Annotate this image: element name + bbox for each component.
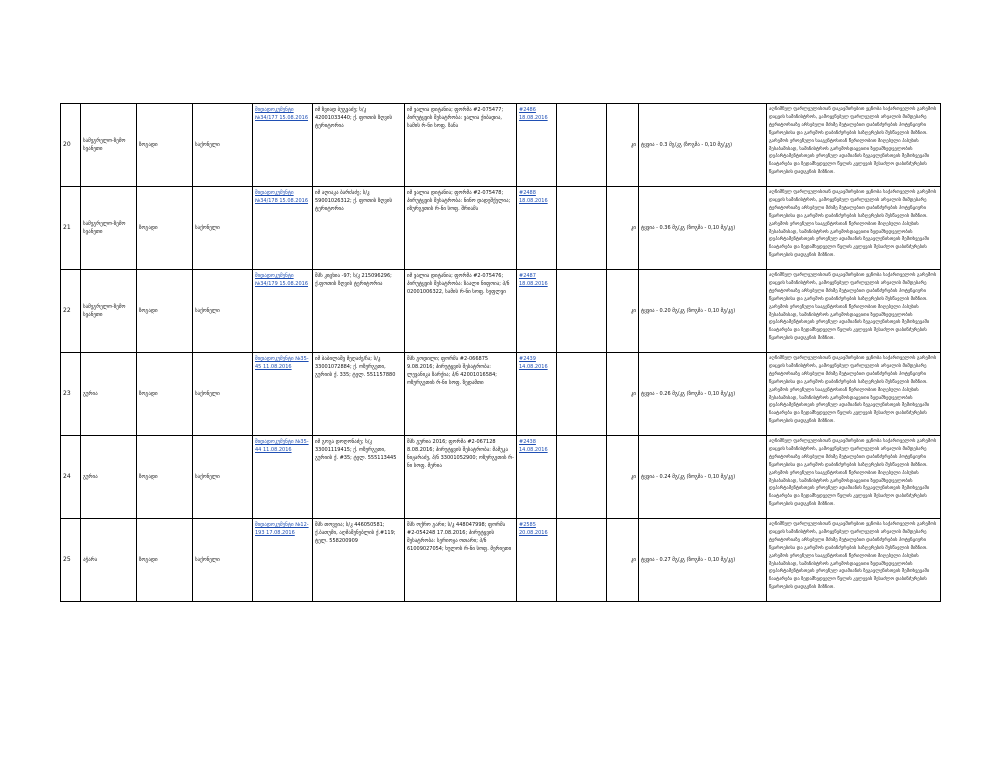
description-cell: აღნიშნულ ფარლეულისთან დაკავშირებით ეცნობა საქართველოს გარემოს დაცვის სამინისტროს, გამოყენებულ ფარლეულის არეალის მიმდებარე ტერიტორიაზე არსებული მძიმე მეტალებით დაბინძურების პოტენციური წყაროებისა და გარემოს დაბინძურების საზღვრების შესწავლის მიზნით. გარემოს ეროვნული სააგენტოსთან წერილობით მიღებული პასუხის შესაბამისად, სამინისტროს გარემოსდაცვითი ზედამხედველობის დეპარტამენტისთვის ეროვნულ ადამიანის ზეგავლენისთვის შემთხვევაში ჩაატარება და ზედამხედველო წვლის კვლევის შესაძლო დაბინძურების წყაროების დადგენის მიზნით.	[767, 436, 941, 519]
decision-cell	[517, 519, 557, 602]
inspection-type-cell: ზოგადი	[137, 104, 193, 187]
category-cell: საქონელი	[193, 104, 253, 187]
result-cell: კი	[607, 187, 639, 270]
description-cell: აღნიშნულ ფარლეულისთან დაკავშირებით ეცნობა საქართველოს გარემოს დაცვის სამინისტროს, გამოყენებულ ფარლეულის არეალის მიმდებარე ტერიტორიაზე არსებული მძიმე მეტალებით დაბინძურების პოტენციური წყაროებისა და გარემოს დაბინძურების საზღვრების შესწავლის მიზნით. გარემოს ეროვნული სააგენტოსთან წერილობით მიღებული პასუხის შესაბამისად, სამინისტროს გარემოსდაცვითი ზედამხედველობის დეპარტამენტისთვის ეროვნულ ადამიანის ზეგავლენისთვის შემთხვევაში ჩაატარება და ზედამხედველო წვლის კვლევის შესაძლო დაბინძურების წყაროების დადგენის მიზნით.	[767, 270, 941, 353]
permit-link[interactable]: შიდადოკუმენტი №34/179 15.08.2016	[255, 273, 309, 287]
empty-cell	[557, 104, 607, 187]
permit-cell	[253, 270, 313, 353]
decision-link[interactable]: #2487 18.08.2016	[519, 273, 548, 287]
location-cell: შპს გურია 2016; ფორმა #2-067128 8.08.2016; პირუტყვის შესატრობა: მამუკა ნიჟარაძე, პ/ნ 33001052900; ოზურგეთის რ-ნი სოფ. მერია	[405, 436, 517, 519]
permit-cell	[253, 187, 313, 270]
decision-cell	[517, 436, 557, 519]
permit-link[interactable]: შიდადოკუმენტი №12-193 17.08.2016	[255, 522, 309, 536]
category-cell: საქონელი	[193, 353, 253, 436]
description-cell: აღნიშნულ ფარლეულისთან დაკავშირებით ეცნობა საქართველოს გარემოს დაცვის სამინისტროს, გამოყენებულ ფარლეულის არეალის მიმდებარე ტერიტორიაზე არსებული მძიმე მეტალებით დაბინძურების პოტენციური წყაროებისა და გარემოს დაბინძურების საზღვრების შესწავლის მიზნით. გარემოს ეროვნული სააგენტოსთან წერილობით მიღებული პასუხის შესაბამისად, სამინისტროს გარემოსდაცვითი ზედამხედველობის დეპარტამენტისთვის ეროვნულ ადამიანის ზეგავლენისთვის შემთხვევაში ჩაატარება და ზედამხედველო წვლის კვლევის შესაძლო დაბინძურების წყაროების დადგენის მიზნით.	[767, 187, 941, 270]
region-cell: გურია	[81, 436, 137, 519]
permit-cell	[253, 353, 313, 436]
decision-cell	[517, 353, 557, 436]
description-cell: აღნიშნულ ფარლეულისთან დაკავშირებით ეცნობა საქართველოს გარემოს დაცვის სამინისტროს, გამოყენებულ ფარლეულის არეალის მიმდებარე ტერიტორიაზე არსებული მძიმე მეტალებით დაბინძურების პოტენციური წყაროებისა და გარემოს დაბინძურების საზღვრების შესწავლის მიზნით. გარემოს ეროვნული სააგენტოსთან წერილობით მიღებული პასუხის შესაბამისად, სამინისტროს გარემოსდაცვითი ზედამხედველობის დეპარტამენტისთვის ეროვნულ ადამიანის ზეგავლენისთვის შემთხვევაში ჩაატარება და ზედამხედველო წვლის კვლევის შესაძლო დაბინძურების წყაროების დადგენის მიზნით.	[767, 353, 941, 436]
decision-link[interactable]: #2438 14.08.2016	[519, 439, 548, 453]
table-body	[61, 104, 941, 602]
row-number: 24	[61, 436, 81, 519]
inspection-type-cell: ზოგადი	[137, 353, 193, 436]
location-cell: შპს ოქრო გარი; ს/კ 448047998; ფორმა #2-054248 17.08.2016; პირუტყვის შესატრობა: სერიოჟა ოთარი; პ/ნ 61009027054; ხულოს რ-ნი სოფ. მერიეთი	[405, 519, 517, 602]
result-cell: კი	[607, 104, 639, 187]
region-cell: სამეგრელო-ზემო სვანეთი	[81, 187, 137, 270]
permit-cell	[253, 436, 313, 519]
owner-cell: იმ გოგა დოღონაძე; ს/კ 33001119415; ქ. ოზურგეთი, გურიის ქ. #35; ტელ. 555113445	[313, 436, 405, 519]
owner-cell: შპს კიცხია -97; ს/კ 215096296; ქ.ფოთის ზღვის ტერიტორია	[313, 270, 405, 353]
owner-cell: შპს თოვეია; ს/კ 446050581; ქ.ბათუმი, აღმაშენებლის ქ.#119; ტელ. 558200909	[313, 519, 405, 602]
result-cell: კი	[607, 270, 639, 353]
region-cell: სამეგრელო-ზემო სვანეთი	[81, 104, 137, 187]
decision-cell	[517, 270, 557, 353]
location-cell: შპს გოდილი; ფორმა #2-066875 9.08.2016; პირუტყვის შესატრობა: ლევანიკა ზარქია; პ/ნ 42001016584; ოზურგეთის რ-ნი სოფ. ზედამთი	[405, 353, 517, 436]
description-cell: აღნიშნულ ფარლეულისთან დაკავშირებით ეცნობა საქართველოს გარემოს დაცვის სამინისტროს, გამოყენებულ ფარლეულის არეალის მიმდებარე ტერიტორიაზე არსებული მძიმე მეტალებით დაბინძურების პოტენციური წყაროებისა და გარემოს დაბინძურების საზღვრების შესწავლის მიზნით. გარემოს ეროვნული სააგენტოსთან წერილობით მიღებული პასუხის შესაბამისად, სამინისტროს გარემოსდაცვითი ზედამხედველობის დეპარტამენტისთვის ეროვნულ ადამიანის ზეგავლენისთვის შემთხვევაში ჩაატარება და ზედამხედველო წვლის კვლევის შესაძლო დაბინძურების წყაროების დადგენის მიზნით.	[767, 104, 941, 187]
decision-link[interactable]: #2585 20.08.2016	[519, 522, 548, 536]
region-cell: გურია	[81, 353, 137, 436]
category-cell: საქონელი	[193, 187, 253, 270]
result-cell: კი	[607, 353, 639, 436]
empty-cell	[557, 187, 607, 270]
owner-cell: იმ ზვიად ბუგვაძე; ს/კ 42001033440; ქ. ფოთის ზღვის ტერიტორია	[313, 104, 405, 187]
result-cell: კი	[607, 519, 639, 602]
table-row	[61, 519, 941, 602]
decision-link[interactable]: #2486 18.08.2016	[519, 107, 548, 121]
permit-link[interactable]: შიდადოკუმენტი №34/178 15.08.2016	[255, 190, 309, 204]
category-cell: საქონელი	[193, 270, 253, 353]
description-cell: აღნიშნულ ფარლეულისთან დაკავშირებით ეცნობა საქართველოს გარემოს დაცვის სამინისტროს, გამოყენებულ ფარლეულის არეალის მიმდებარე ტერიტორიაზე არსებული მძიმე მეტალებით დაბინძურების პოტენციური წყაროებისა და გარემოს დაბინძურების საზღვრების შესწავლის მიზნით. გარემოს ეროვნული სააგენტოსთან წერილობით მიღებული პასუხის შესაბამისად, სამინისტროს გარემოსდაცვითი ზედამხედველობის დეპარტამენტისთვის ეროვნულ ადამიანის ზეგავლენისთვის შემთხვევაში ჩაატარება და ზედამხედველო წვლის კვლევის შესაძლო დაბინძურების წყაროების დადგენის მიზნით.	[767, 519, 941, 602]
owner-cell: იმ აღიაკა ბარძაძე; ს/კ 59001026312; ქ. ფოთის ზღვის ტერიტორია	[313, 187, 405, 270]
row-number: 20	[61, 104, 81, 187]
decision-cell	[517, 187, 557, 270]
inspection-type-cell: ზოგადი	[137, 519, 193, 602]
inspection-type-cell: ზოგადი	[137, 187, 193, 270]
row-number: 21	[61, 187, 81, 270]
table-row	[61, 436, 941, 519]
decision-cell	[517, 104, 557, 187]
row-number: 25	[61, 519, 81, 602]
permit-cell	[253, 104, 313, 187]
permit-link[interactable]: შიდადოკუმენტი №34/177 15.08.2016	[255, 107, 309, 121]
table-row	[61, 353, 941, 436]
limit-cell: ტყვია - 0.24 მგ/კგ (ზოგმა - 0,10 მგ/კგ)	[639, 436, 767, 519]
owner-cell: იმ ბაბილაშვ მეღაძე/ჩა; ს/კ 33001072884; ქ. ოზურგეთი, გურიის ქ. 335; ტელ. 551157880	[313, 353, 405, 436]
category-cell: საქონელი	[193, 436, 253, 519]
region-cell: სამეგრელო-ზემო სვანეთი	[81, 270, 137, 353]
empty-cell	[557, 270, 607, 353]
limit-cell: ტყვია - 0.36 მგ/კგ (ზოგმა - 0,10 მგ/კგ)	[639, 187, 767, 270]
limit-cell: ტყვია - 0.20 მგ/კგ (ზოგმა - 0,10 მგ/კგ)	[639, 270, 767, 353]
table-row	[61, 270, 941, 353]
empty-cell	[557, 519, 607, 602]
location-cell: იმ ვალია დიტანია; ფორმა #2-075476; პირუტყვის შესატრობა: ზაალი ნიფოია; პ/ნ 02001006322, სამის რ-ნი სოფ. სეფლვი	[405, 270, 517, 353]
location-cell: იმ ვალია დიტანია; ფორმა #2-075478; პირუტყვის შესატრობა: ნინო დადეშქელია; იზურგეთის რ-ნი სოფ. შრიამა	[405, 187, 517, 270]
result-cell: კი	[607, 436, 639, 519]
empty-cell	[557, 353, 607, 436]
table-row	[61, 187, 941, 270]
inspection-type-cell: ზოგადი	[137, 436, 193, 519]
decision-link[interactable]: #2488 18.08.2016	[519, 190, 548, 204]
permit-link[interactable]: შიდადოკუმენტი №35-45 11.08.2016	[255, 356, 309, 370]
row-number: 23	[61, 353, 81, 436]
row-number: 22	[61, 270, 81, 353]
limit-cell: ტყვია - 0.27 მგ/კგ (ზოგმა - 0,10 მგ/კგ)	[639, 519, 767, 602]
permit-cell	[253, 519, 313, 602]
limit-cell: ტყვია - 0.26 მგ/კგ (ზოგმა - 0,10 მგ/კგ)	[639, 353, 767, 436]
category-cell: საქონელი	[193, 519, 253, 602]
empty-cell	[557, 436, 607, 519]
location-cell: იმ ვალია დიტანია; ფორმა #2-075477; პირუტყვის შესატრობა: ვალია ქიბადია, სამის რ-ნი სოფ. ზანა	[405, 104, 517, 187]
permit-link[interactable]: შიდადოკუმენტი №35-44 11.08.2016	[255, 439, 309, 453]
inspection-type-cell: ზოგადი	[137, 270, 193, 353]
region-cell: აჭარა	[81, 519, 137, 602]
table-row	[61, 104, 941, 187]
inspection-table	[60, 103, 941, 602]
decision-link[interactable]: #2439 14.08.2016	[519, 356, 548, 370]
limit-cell: ტყვია - 0.3 მგ/კგ (ზოგმა - 0,10 მგ/კგ)	[639, 104, 767, 187]
